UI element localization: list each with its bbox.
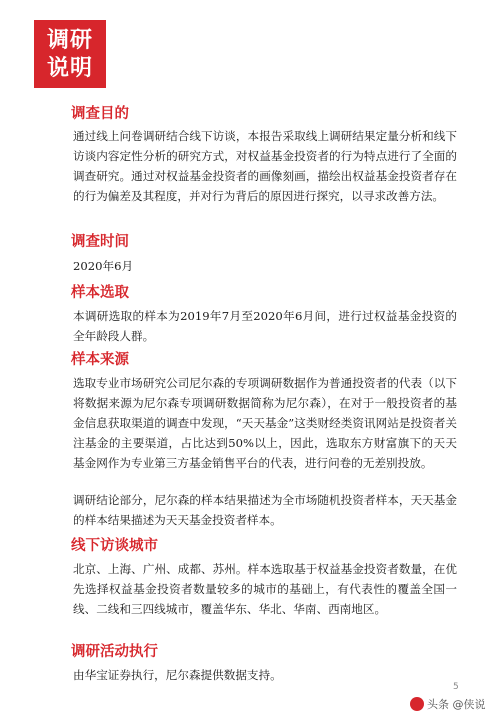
paragraph-execution: 由华宝证券执行，尼尔森提供数据支持。 xyxy=(73,668,282,682)
page-number: 5 xyxy=(453,682,459,692)
paragraph-sample: 本调研选取的样本为2019年7月至2020年6月间，进行过权益基金投资的全年龄段人群。 xyxy=(73,309,457,343)
watermark-text: 头条 @侠说 xyxy=(427,698,486,711)
toutiao-logo-icon xyxy=(410,697,424,711)
paragraph-time: 2020年6月 xyxy=(73,259,134,273)
heading-purpose: 调查目的 xyxy=(71,106,129,122)
paragraph-source-2: 调研结论部分，尼尔森的样本结果描述为全市场随机投资者样本，天天基金的样本结果描述为天天基金投资者样本。 xyxy=(73,493,457,527)
paragraph-source-1: 选取专业市场研究公司尼尔森的专项调研数据作为普通投资者的代表（以下将数据来源为尼尔森专项调研数据简称为尼尔森），在对于一般投资者的基金信息获取渠道的调查中发现，“天天基金”这类财经类资讯网站是投资者关注基金的主要渠道，占比达到50%以上，因此，选取东方财富旗下的天天基金网作为专业第三方基金销售平台的代表，进行问卷的无差别投放。 xyxy=(73,376,457,470)
heading-cities: 线下访谈城市 xyxy=(71,538,158,554)
badge-line-2: 说明 xyxy=(46,55,93,81)
watermark xyxy=(410,696,486,712)
heading-sample: 样本选取 xyxy=(71,285,129,301)
paragraph-cities: 北京、上海、广州、成都、苏州。样本选取基于权益基金投资者数量，在优先选择权益基金投资者数量较多的城市的基础上，有代表性的覆盖全国一线、二线和三四线城市，覆盖华东、华北、华南、西南地区。 xyxy=(73,562,457,616)
heading-time: 调查时间 xyxy=(71,234,129,250)
heading-source: 样本来源 xyxy=(71,352,129,368)
badge-line-1: 调研 xyxy=(46,27,93,53)
heading-execution: 调研活动执行 xyxy=(71,644,158,660)
paragraph-purpose: 通过线上问卷调研结合线下访谈，本报告采取线上调研结果定量分析和线下访谈内容定性分析的研究方式，对权益基金投资者的行为特点进行了全面的调查研究。通过对权益基金投资者的画像刻画，描绘出权益基金投资者存在的行为偏差及其程度，并对行为背后的原因进行探究，以寻求改善方法。 xyxy=(73,129,457,203)
section-badge xyxy=(34,20,106,88)
